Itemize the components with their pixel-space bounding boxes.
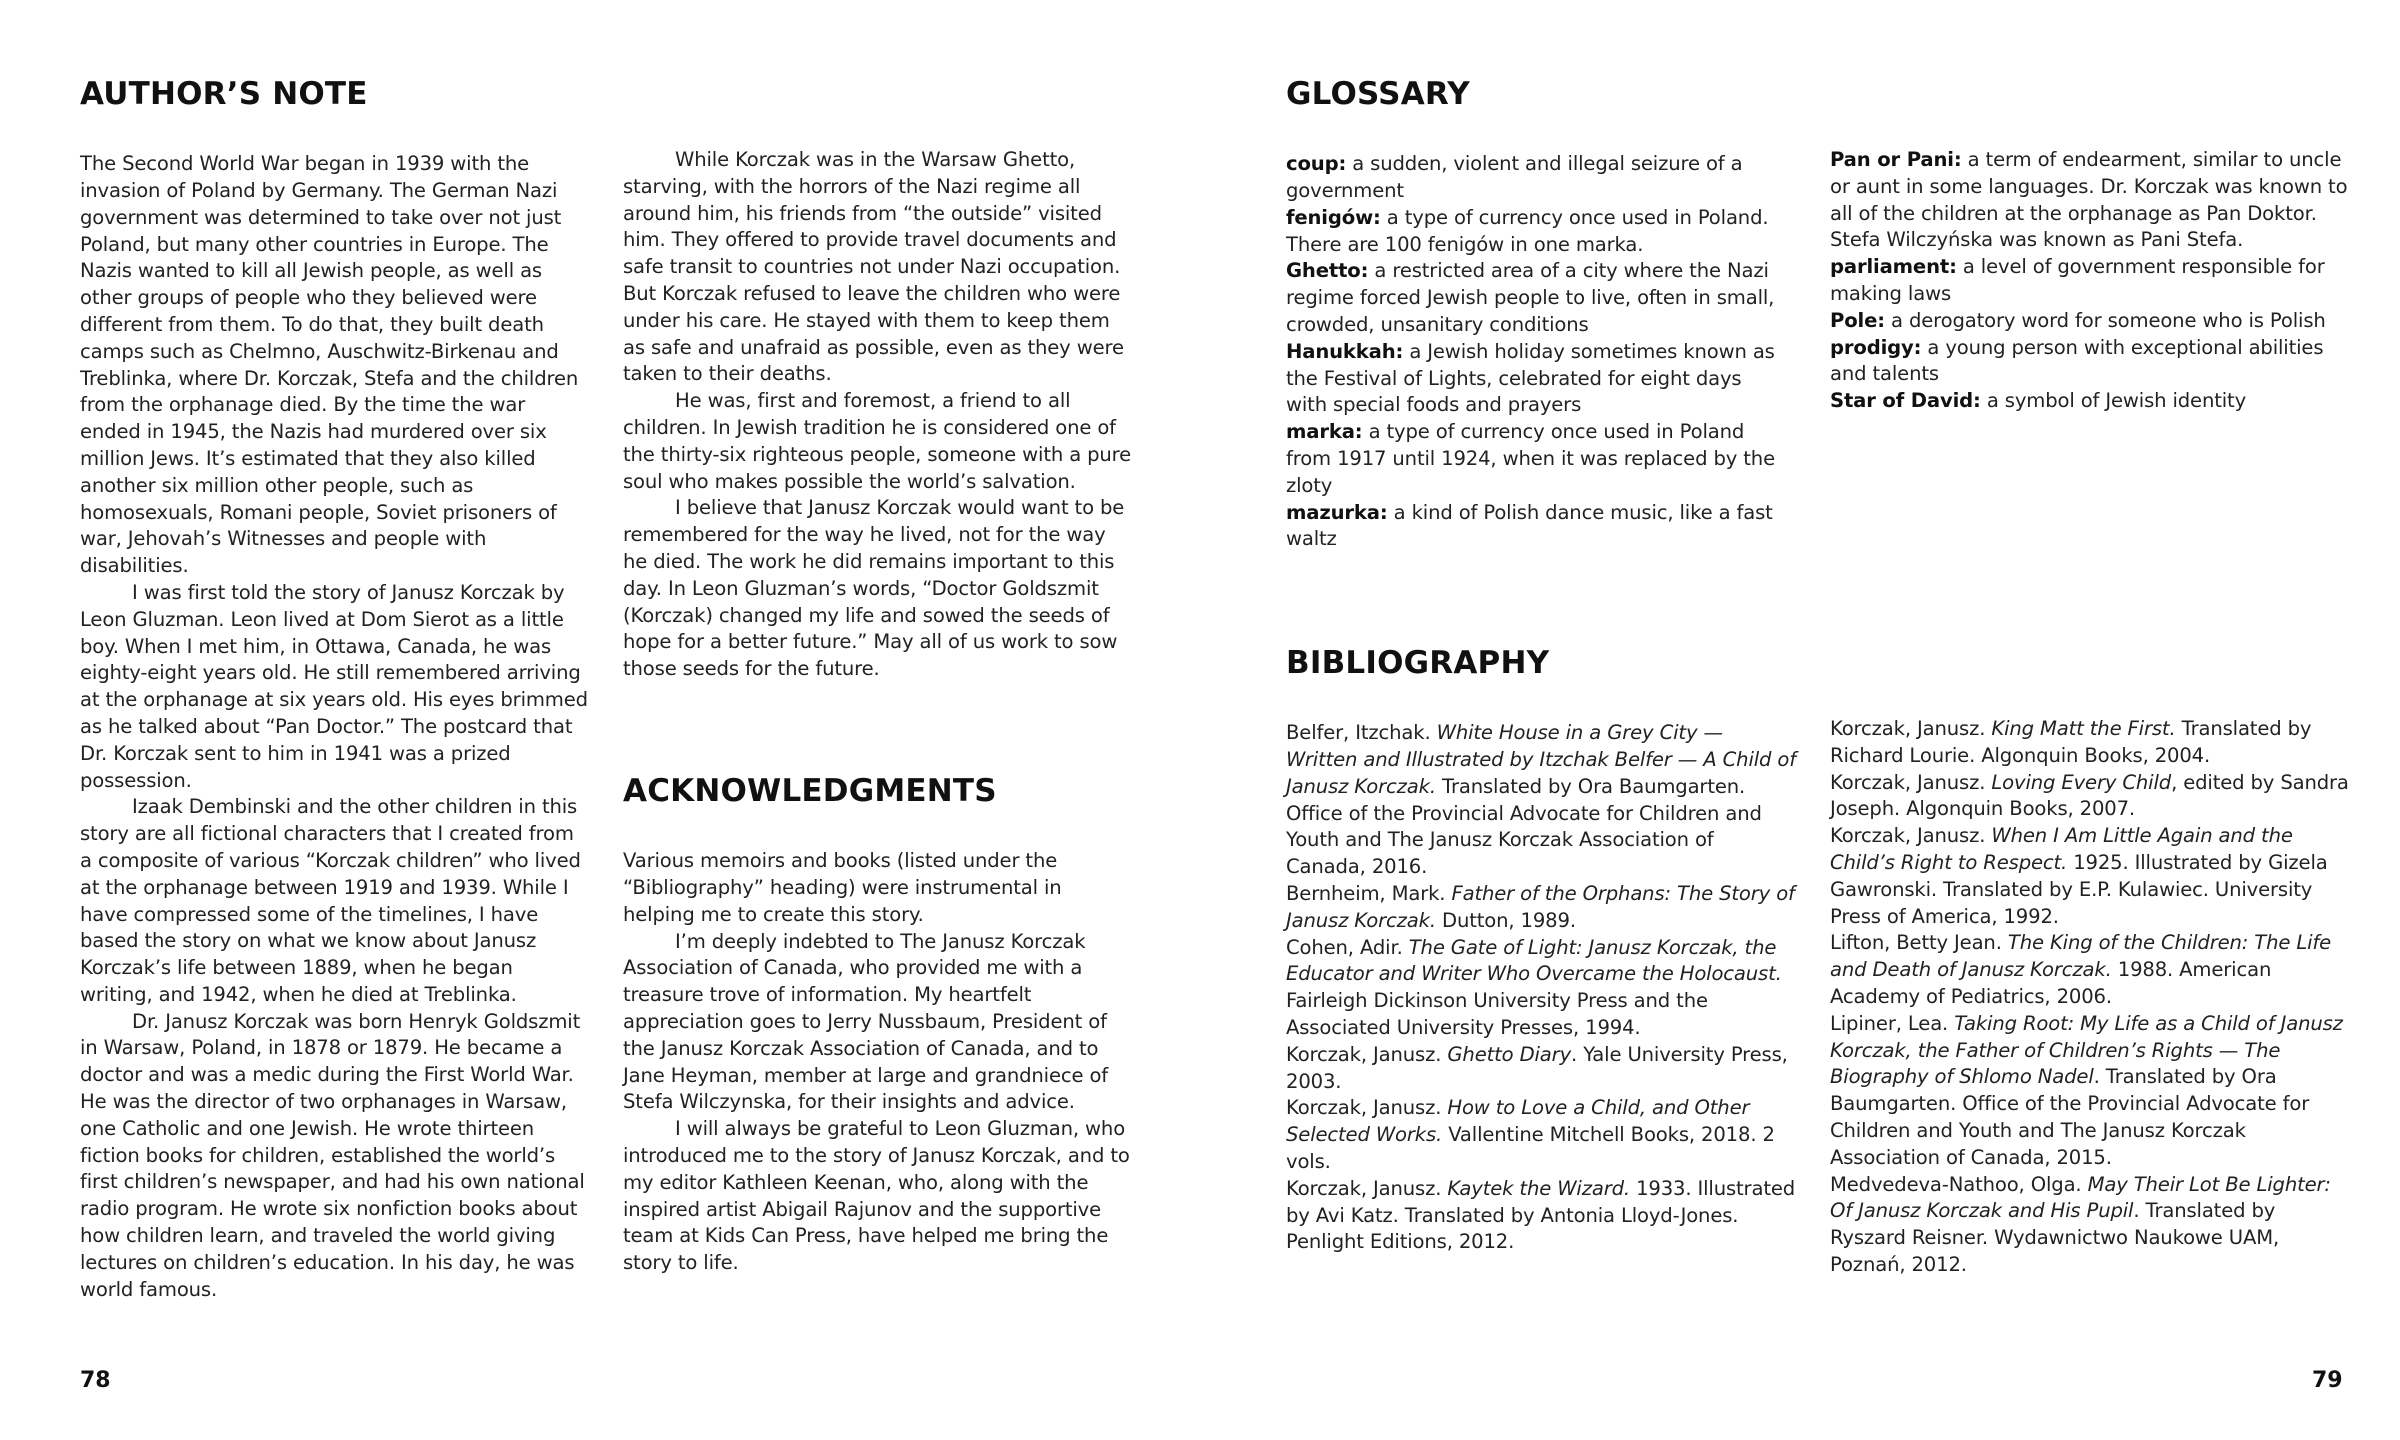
authors-note-title: AUTHOR’S NOTE xyxy=(80,76,368,112)
bib-title: Taking Root: My Life as a Child of Janusz Korczak, the Father of Children’s Rights — The Biography of Shlomo Nadel xyxy=(1830,1011,2343,1089)
bibliography-entry xyxy=(1286,1095,1796,1175)
bib-details: Vallentine Mitchell Books, 2018. 2 vols. xyxy=(1286,1123,1775,1173)
glossary-entry xyxy=(1830,147,2350,254)
glossary-entry xyxy=(1286,500,1786,554)
bibliography-entry xyxy=(1830,716,2350,770)
bib-title: Father of the Orphans: The Story of Janusz Korczak. xyxy=(1286,881,1795,932)
glossary-title: GLOSSARY xyxy=(1286,76,1470,112)
glossary-term: prodigy: xyxy=(1830,335,1922,359)
acknowledgments-section xyxy=(623,773,1133,1277)
bibliography-column-2 xyxy=(1830,716,2350,1279)
bib-author: Bernheim, Mark. xyxy=(1286,881,1452,905)
bibliography-title: BIBLIOGRAPHY xyxy=(1286,645,1550,681)
authors-note-body-1 xyxy=(80,151,590,1303)
glossary-definition: a term of endearment, similar to uncle or aunt in some languages. Dr. Korczak was known to all of the children at the orphanage as Pan Doktor. Stefa Wilczyńska was known as Pani Stefa. xyxy=(1830,148,2348,252)
paragraph: Dr. Janusz Korczak was born Henryk Goldszmit in Warsaw, Poland, in 1878 or 1879. He became a doctor and was a medic during the First World War. He was the director of two orphanages in Warsaw, one Catholic and one Jewish. He wrote thirteen fiction books for children, established the world’s first children’s newspaper, and had his own national radio program. He wrote six nonfiction books about how children learn, and traveled the world giving lectures on children’s education. In his day, he was world famous. xyxy=(80,1009,585,1301)
paragraph: I was first told the story of Janusz Korczak by Leon Gluzman. Leon lived at Dom Sierot as a little boy. When I met him, in Ottawa, Canada, he was eighty-eight years old. He still remembered arriving at the orphanage at six years old. His eyes brimmed as he talked about “Pan Doctor.” The postcard that Dr. Korczak sent to him in 1941 was a prized possession. xyxy=(80,580,588,792)
authors-note-column-2 xyxy=(623,147,1133,683)
glossary-definition: a restricted area of a city where the Nazi regime forced Jewish people to live, often in small, crowded, unsanitary conditions xyxy=(1286,259,1775,336)
glossary-entry xyxy=(1286,258,1786,338)
glossary-list-1 xyxy=(1286,151,1786,553)
glossary-column-2 xyxy=(1830,147,2350,415)
glossary-entry xyxy=(1286,419,1786,499)
bib-title: How to Love a Child, and Other Selected Works. xyxy=(1286,1096,1750,1147)
glossary-term: mazurka: xyxy=(1286,500,1388,524)
bib-title: When I Am Little Again and the Child’s Right to Respect. xyxy=(1830,824,2293,874)
bibliography-entry xyxy=(1830,823,2350,930)
glossary-entry xyxy=(1286,205,1786,259)
bibliography-entry xyxy=(1286,1042,1796,1096)
glossary-definition: a type of currency once used in Poland. There are 100 fenigów in one marka. xyxy=(1286,205,1769,256)
bib-details: 1925. Illustrated by Gizela Gawronski. Translated by E.P. Kulawiec. University Press of America, 1992. xyxy=(1830,850,2328,928)
bibliography-list-2 xyxy=(1830,716,2350,1279)
glossary-term: fenigów: xyxy=(1286,205,1381,229)
glossary-term: parliament: xyxy=(1830,255,1957,279)
paragraph: He was, first and foremost, a friend to all children. In Jewish tradition he is considered one of the thirty-six righteous people, someone with a pure soul who makes possible the world’s salvation. xyxy=(623,389,1132,493)
bib-details: . Yale University Press, 2003. xyxy=(1286,1042,1788,1093)
authors-note-body-2 xyxy=(623,147,1133,683)
bib-title: May Their Lot Be Lighter: Of Janusz Korczak and His Pupil xyxy=(1830,1172,2331,1223)
glossary-definition: a level of government responsible for making laws xyxy=(1830,255,2325,305)
glossary-column-1 xyxy=(1286,76,1786,553)
bib-title: The Gate of Light: Janusz Korczak, the Educator and Writer Who Overcame the Holocaust. xyxy=(1286,935,1782,986)
paragraph: I believe that Janusz Korczak would want to be remembered for the way he lived, not for the way he died. The work he did remains important to this day. In Leon Gluzman’s words, “Doctor Goldszmit (Korczak) changed my life and sowed the seeds of hope for a better future.” May all of us work to sow those seeds for the future. xyxy=(623,496,1125,681)
paragraph: I will always be grateful to Leon Gluzman, who introduced me to the story of Janusz Korczak, and to my editor Kathleen Keenan, who, along with the inspired artist Abigail Rajunov and the supportive team at Kids Can Press, have helped me bring the story to life. xyxy=(623,1117,1130,1275)
glossary-entry xyxy=(1830,388,2350,415)
bibliography-entry xyxy=(1830,1011,2350,1172)
bib-details: Dutton, 1989. xyxy=(1435,908,1576,932)
bibliography-column-1 xyxy=(1286,645,1796,1256)
bibliography-entry xyxy=(1830,930,2350,1010)
acknowledgments-title: ACKNOWLEDGMENTS xyxy=(623,773,997,809)
bibliography-entry xyxy=(1286,720,1796,881)
glossary-term: marka: xyxy=(1286,420,1363,444)
glossary-term: Star of David: xyxy=(1830,389,1981,413)
bib-title: Ghetto Diary xyxy=(1447,1042,1572,1066)
bibliography-entry xyxy=(1286,1176,1796,1256)
glossary-entry xyxy=(1830,254,2350,308)
bibliography-list-1 xyxy=(1286,720,1796,1256)
bib-details: 1988. American Academy of Pediatrics, 2006. xyxy=(1830,958,2272,1008)
glossary-entry xyxy=(1830,308,2350,335)
bib-author: Korczak, Janusz. xyxy=(1286,1096,1448,1120)
bib-author: Korczak, Janusz. xyxy=(1286,1042,1448,1066)
paragraph: While Korczak was in the Warsaw Ghetto, starving, with the horrors of the Nazi regime all around him, his friends from “the outside” visited him. They offered to provide travel documents and safe transit to countries not under Nazi occupation. But Korczak refused to leave the children who were under his care. He stayed with them to keep them as safe and unafraid as possible, even as they were taken to their deaths. xyxy=(623,148,1124,386)
bibliography-entry xyxy=(1286,935,1796,1042)
bib-details: . Translated by Ryszard Reisner. Wydawnictwo Naukowe UAM, Poznań, 2012. xyxy=(1830,1199,2280,1276)
glossary-definition: a derogatory word for someone who is Polish xyxy=(1891,308,2326,332)
bibliography-entry xyxy=(1830,770,2350,824)
bib-author: Lifton, Betty Jean. xyxy=(1830,931,2008,955)
bib-author: Belfer, Itzchak. xyxy=(1286,721,1437,745)
glossary-entry xyxy=(1830,335,2350,389)
bib-details: Translated by Richard Lourie. Algonquin Books, 2004. xyxy=(1830,717,2312,767)
right-page xyxy=(1200,0,2400,1440)
page-number-left: 78 xyxy=(80,1368,111,1393)
bib-author: Korczak, Janusz. xyxy=(1286,1176,1448,1200)
bib-title: Loving Every Child xyxy=(1991,770,2172,794)
bib-details: , edited by Sandra Joseph. Algonquin Books, 2007. xyxy=(1830,770,2349,821)
bib-title: King Matt the First. xyxy=(1991,717,2176,740)
glossary-term: Pole: xyxy=(1830,308,1885,332)
glossary-list-2 xyxy=(1830,147,2350,415)
bib-title: The King of the Children: The Life and Death of Janusz Korczak. xyxy=(1830,931,2332,982)
bib-title: Kaytek the Wizard. xyxy=(1447,1176,1630,1200)
glossary-definition: a Jewish holiday sometimes known as the Festival of Lights, celebrated for eight days with special foods and prayers xyxy=(1286,339,1775,417)
bib-author: Lipiner, Lea. xyxy=(1830,1011,1955,1035)
glossary-term: Pan or Pani: xyxy=(1830,148,1962,171)
bib-author: Cohen, Adir. xyxy=(1286,935,1409,959)
glossary-definition: a kind of Polish dance music, like a fast waltz xyxy=(1286,500,1773,551)
bibliography-entry xyxy=(1286,881,1796,935)
bib-author: Korczak, Janusz. xyxy=(1830,824,1992,848)
glossary-term: Ghetto: xyxy=(1286,259,1369,283)
glossary-entry xyxy=(1286,339,1786,419)
paragraph: Izaak Dembinski and the other children in this story are all fictional characters that I created from a composite of various “Korczak children” who lived at the orphanage between 1919 and 1939. While I have compressed some of the timelines, I have based the story on what we know about Janusz Korczak’s life between 1889, when he began writing, and 1942, when he died at Treblinka. xyxy=(80,795,581,1006)
glossary-definition: a young person with exceptional abilities and talents xyxy=(1830,335,2324,386)
bib-details: Translated by Ora Baumgarten. Office of the Provincial Advocate for Children and Youth and The Janusz Korczak Association of Canada, 2016. xyxy=(1286,774,1762,879)
bib-details: 1933. Illustrated by Avi Katz. Translated by Antonia Lloyd-Jones. Penlight Editions, 2012. xyxy=(1286,1176,1796,1254)
page-number-right: 79 xyxy=(2312,1368,2343,1393)
acknowledgments-body xyxy=(623,848,1133,1277)
glossary-term: coup: xyxy=(1286,152,1347,176)
glossary-entry xyxy=(1286,151,1786,205)
paragraph: I’m deeply indebted to The Janusz Korczak Association of Canada, who provided me with a treasure trove of information. My heartfelt appreciation goes to Jerry Nussbaum, President of the Janusz Korczak Association of Canada, and to Jane Heyman, member at large and grandniece of Stefa Wilczynska, for their insights and advice. xyxy=(623,929,1109,1114)
bib-details: Fairleigh Dickinson University Press and the Associated University Presses, 1994. xyxy=(1286,989,1708,1039)
bib-author: Korczak, Janusz. xyxy=(1830,717,1992,740)
paragraph: The Second World War began in 1939 with the invasion of Poland by Germany. The German Nazi government was determined to take over not just Poland, but many other countries in Europe. The Nazis wanted to kill all Jewish people, as well as other groups of people who they believed were different from them. To do that, they built death camps such as Chelmno, Auschwitz-Birkenau and Treblinka, where Dr. Korczak, Stefa and the children from the orphanage died. By the time the war ended in 1945, the Nazis had murdered over six million Jews. It’s estimated that they also killed another six million other people, such as homosexuals, Romani people, Soviet prisoners of war, Jehovah’s Witnesses and people with disabilities. xyxy=(80,152,579,578)
glossary-term: Hanukkah: xyxy=(1286,339,1404,363)
authors-note-column-1 xyxy=(80,76,590,1303)
bib-title: White House in a Grey City — Written and Illustrated by Itzchak Belfer — A Child of Janusz Korczak. xyxy=(1286,721,1796,798)
glossary-definition: a symbol of Jewish identity xyxy=(1986,389,2247,413)
bib-author: Medvedeva-Nathoo, Olga. xyxy=(1830,1172,2088,1196)
glossary-definition: a sudden, violent and illegal seizure of a government xyxy=(1286,152,1743,202)
bibliography-entry xyxy=(1830,1172,2350,1279)
paragraph: Various memoirs and books (listed under the “Bibliography” heading) were instrumental in helping me to create this story. xyxy=(623,849,1062,926)
bib-details: . Translated by Ora Baumgarten. Office of the Provincial Advocate for Children and Youth and The Janusz Korczak Association of Canada, 2015. xyxy=(1830,1065,2310,1169)
glossary-definition: a type of currency once used in Poland from 1917 until 1924, when it was replaced by the zloty xyxy=(1286,420,1775,497)
bib-author: Korczak, Janusz. xyxy=(1830,770,1992,794)
